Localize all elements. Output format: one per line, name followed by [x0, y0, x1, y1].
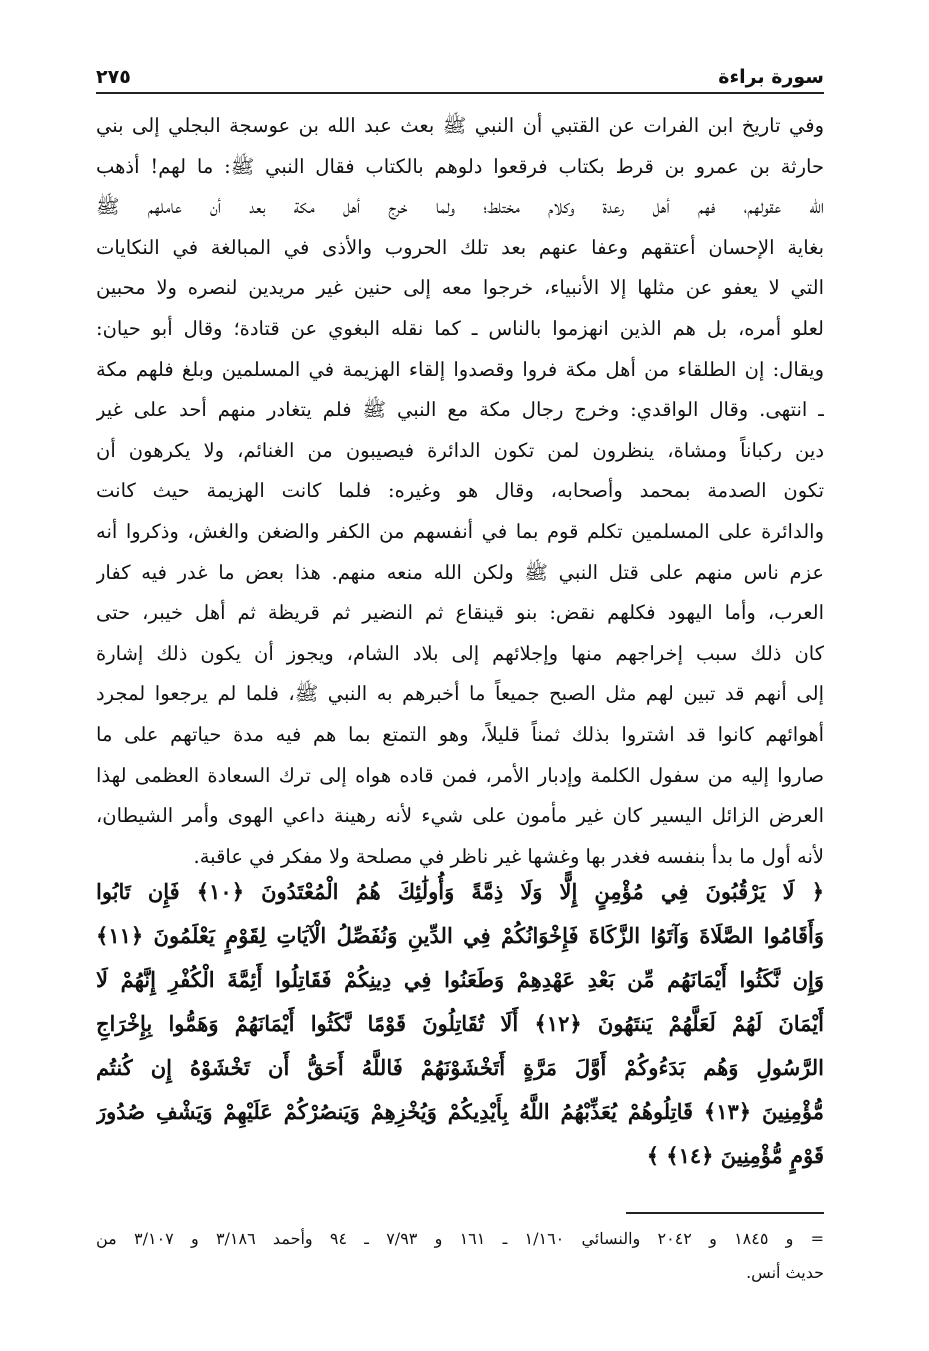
text-line: صاروا إليه من سفول الكلمة وإدبار الأمر، فمن قاده هواه إلى ترك السعادة العظمى لهذا — [96, 763, 824, 787]
text-line: بغاية الإحسان أعتقهم وعفا عنهم بعد تلك الحروب والأذى في المبالغة في النكايات — [96, 235, 824, 259]
page-header — [96, 58, 824, 88]
text-line: لعلو أمره، بل هم الذين انهزموا بالناس ـ كما نقله البغوي عن قتادة؛ وقال أبو حيان: — [96, 316, 824, 340]
surah-title: سورة براءة — [718, 66, 824, 88]
text-line: وفي تاريخ ابن الفرات عن القتبي أن النبي ﷺ بعث عبد الله بن عوسجة البجلي إلى بني — [96, 114, 824, 137]
footnote — [96, 1222, 824, 1290]
text-line: العرب، وأما اليهود فكلهم نقض: بنو قينقاع ثم النضير ثم قريظة ثم أهل خيبر، حتى — [96, 601, 824, 625]
footnote-divider — [626, 1212, 824, 1214]
text-line: لأنه أول ما بدأ بنفسه فغدر بها وغشها غير ناظر في مصلحة ولا مفكر في عاقبة. — [193, 844, 824, 868]
commentary-text — [96, 106, 824, 877]
text-line: كان ذلك سبب إخراجهم منها وإجلائهم إلى بلاد الشام، ويجوز أن يكون ذلك إشارة — [96, 641, 824, 665]
text-line: حارثة بن عمرو بن قرط بكتاب فرقعوا دلوهم بالكتاب فقال النبي ﷺ: ما لهم! أذهب — [96, 154, 824, 178]
verse-line: مُّؤْمِنِينَ ﴿١٣﴾ قَاتِلُوهُمْ يُعَذِّبْهُمُ اللَّهُ بِأَيْدِيكُمْ وَيُخْزِهِمْ وَيَنصُرْكُمْ عَلَيْهِمْ وَيَشْفِ صُدُورَ — [96, 1099, 824, 1124]
text-line: إلى أنهم قد تبين لهم مثل الصبح جميعاً ما أخبرهم به النبي ﷺ، فلما لم يرجعوا لمجرد — [96, 682, 824, 706]
text-line: الله عقولهم، فهم أهل رعدة وكلام مختلط؛ ولما خرج أهل مكة بعد أن عاملهم ﷺ — [96, 195, 824, 219]
text-line: ويقال: إن الطلقاء من أهل مكة فروا وقصدوا إلقاء الهزيمة في المسلمين وبلغ فلهم مكة — [96, 357, 824, 381]
footnote-line: = و ١٨٤٥ و ٢٠٤٢ والنسائي ١/١٦٠ ـ ١٦١ و ٧/٩٣ ـ ٩٤ وأحمد ٣/١٨٦ و ٣/١٠٧ من — [96, 1229, 824, 1248]
footnote-line: حديث أنس. — [746, 1263, 824, 1282]
text-line: دين ركباناً ومشاة، ينظرون لمن تكون الدائرة فيصيبون من الغنائم، ولا يكرهون أن — [96, 438, 824, 462]
quran-verses — [96, 870, 824, 1178]
text-line: ـ انتهى. وقال الواقدي: وخرج رجال مكة مع النبي ﷺ فلم يتغادر منهم أحد على غير — [96, 398, 824, 422]
text-line: والدائرة على المسلمين تكلم قوم بما في أنفسهم من الكفر والضغن والغش، وذكروا أنه — [96, 519, 824, 543]
header-divider — [96, 92, 824, 94]
page-number: ٢٧٥ — [96, 66, 131, 88]
verse-line: قَوْمٍ مُّؤْمِنِينَ ﴿١٤﴾ ﴾ — [646, 1143, 824, 1168]
verse-line: وَإِن نَّكَثُوا أَيْمَانَهُم مِّن بَعْدِ عَهْدِهِمْ وَطَعَنُوا فِي دِينِكُمْ فَقَاتِلُوا أَئِمَّةَ الْكُفْرِ إِنَّهُمْ لَا — [96, 967, 824, 992]
verse-line: أَيْمَانَ لَهُمْ لَعَلَّهُمْ يَنتَهُونَ ﴿١٢﴾ أَلَا تُقَاتِلُونَ قَوْمًا نَّكَثُوا أَيْمَانَهُمْ وَهَمُّوا بِإِخْرَاجِ — [96, 1011, 824, 1036]
verse-line: وَأَقَامُوا الصَّلَاةَ وَآتَوُا الزَّكَاةَ فَإِخْوَانُكُمْ فِي الدِّينِ وَنُفَصِّلُ الْآيَاتِ لِقَوْمٍ يَعْلَمُونَ ﴿١١﴾ — [96, 923, 824, 948]
text-line: عزم ناس منهم على قتل النبي ﷺ ولكن الله منعه منهم. هذا بعض ما غدر فيه كفار — [96, 560, 824, 584]
verse-line: ﴿ لَا يَرْقُبُونَ فِي مُؤْمِنٍ إِلًّا وَلَا ذِمَّةً وَأُولَٰئِكَ هُمُ الْمُعْتَدُونَ ﴿١٠﴾ فَإِن تَابُوا — [96, 879, 824, 904]
verse-line: الرَّسُولِ وَهُم بَدَءُوكُمْ أَوَّلَ مَرَّةٍ أَتَخْشَوْنَهُمْ فَاللَّهُ أَحَقُّ أَن تَخْشَوْهُ إِن كُنتُم — [96, 1055, 824, 1080]
text-line: تكون الصدمة بمحمد وأصحابه، وقال هو وغيره: فلما كانت الهزيمة حيث كانت — [96, 479, 824, 503]
text-line: أهوائهم كانوا قد اشتروا بذلك ثمناً قليلاً، وهو التمتع بما هم فيه مدة حياتهم على ما — [96, 722, 824, 746]
text-line: التي لا يعفو عن مثلها إلا الأنبياء، خرجوا معه إلى حنين غير مريدين لنصره ولا محبين — [96, 276, 824, 300]
text-line: العرض الزائل اليسير كان غير مأمون على شيء لأنه رهينة داعي الهوى وأمر الشيطان، — [96, 804, 824, 828]
